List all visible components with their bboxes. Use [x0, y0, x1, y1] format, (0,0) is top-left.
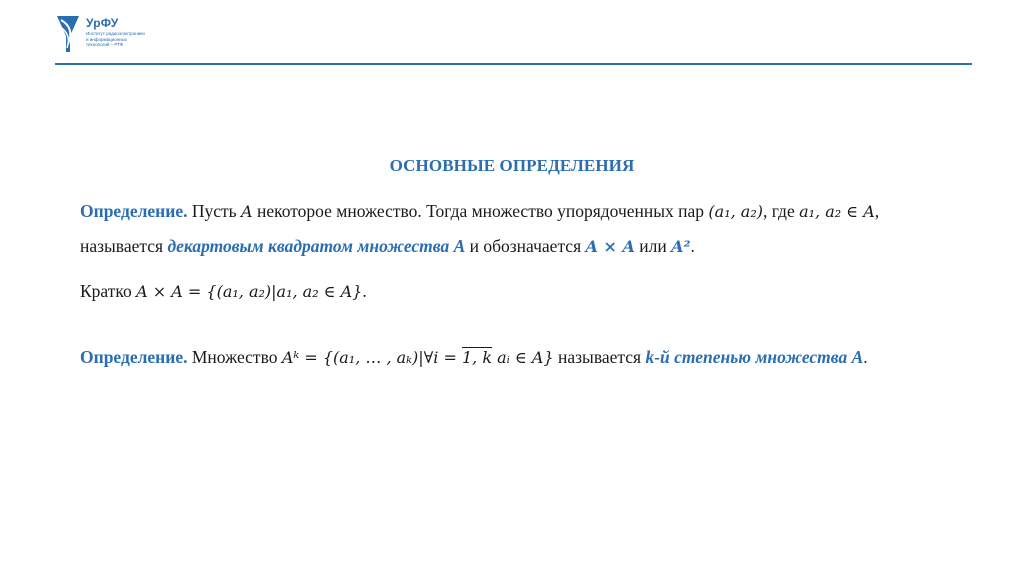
- text: .: [863, 347, 868, 367]
- definition-lead: Определение.: [80, 347, 188, 367]
- text: Кратко: [80, 281, 137, 301]
- text: , где: [762, 201, 800, 221]
- text: некоторое множество. Тогда множество упорядоченных пар: [252, 201, 709, 221]
- text: , называется: [80, 201, 880, 256]
- text: Множество: [187, 347, 282, 367]
- urfu-logo-icon: [55, 14, 81, 54]
- header-divider: [55, 63, 972, 65]
- math: A × A = {(a₁, a₂)|a₁, a₂ ∈ A}: [136, 282, 363, 301]
- text: и обозначается: [465, 236, 586, 256]
- short-notation: [80, 274, 950, 309]
- definition-cartesian-square: [80, 194, 950, 264]
- text: .: [362, 281, 367, 301]
- math: A × A: [585, 237, 635, 256]
- text: .: [690, 236, 695, 256]
- math: a₁, a₂ ∈ A: [799, 202, 875, 221]
- math: A²: [671, 237, 691, 256]
- math: A: [241, 202, 253, 221]
- slide-header: [0, 0, 1024, 70]
- math: Aᵏ = {(a₁, … , aₖ)|∀i =: [281, 348, 462, 367]
- text: или: [634, 236, 672, 256]
- definition-lead: Определение.: [80, 201, 188, 221]
- definition-cartesian-power: [80, 340, 950, 375]
- org-name: УрФУ: [86, 16, 119, 30]
- math: (a₁, a₂): [708, 202, 763, 221]
- slide-title: ОСНОВНЫЕ ОПРЕДЕЛЕНИЯ: [389, 156, 635, 175]
- text: Пусть: [187, 201, 242, 221]
- org-subtitle: Институт радиоэлектроники и информационных технологий – РТФ: [86, 31, 145, 48]
- defined-term: k-й степенью множества A: [645, 347, 864, 367]
- defined-term: декартовым квадратом множества A: [167, 236, 466, 256]
- math: aᵢ ∈ A}: [492, 348, 554, 367]
- text: называется: [553, 347, 646, 367]
- math-range: 1, k: [462, 348, 493, 367]
